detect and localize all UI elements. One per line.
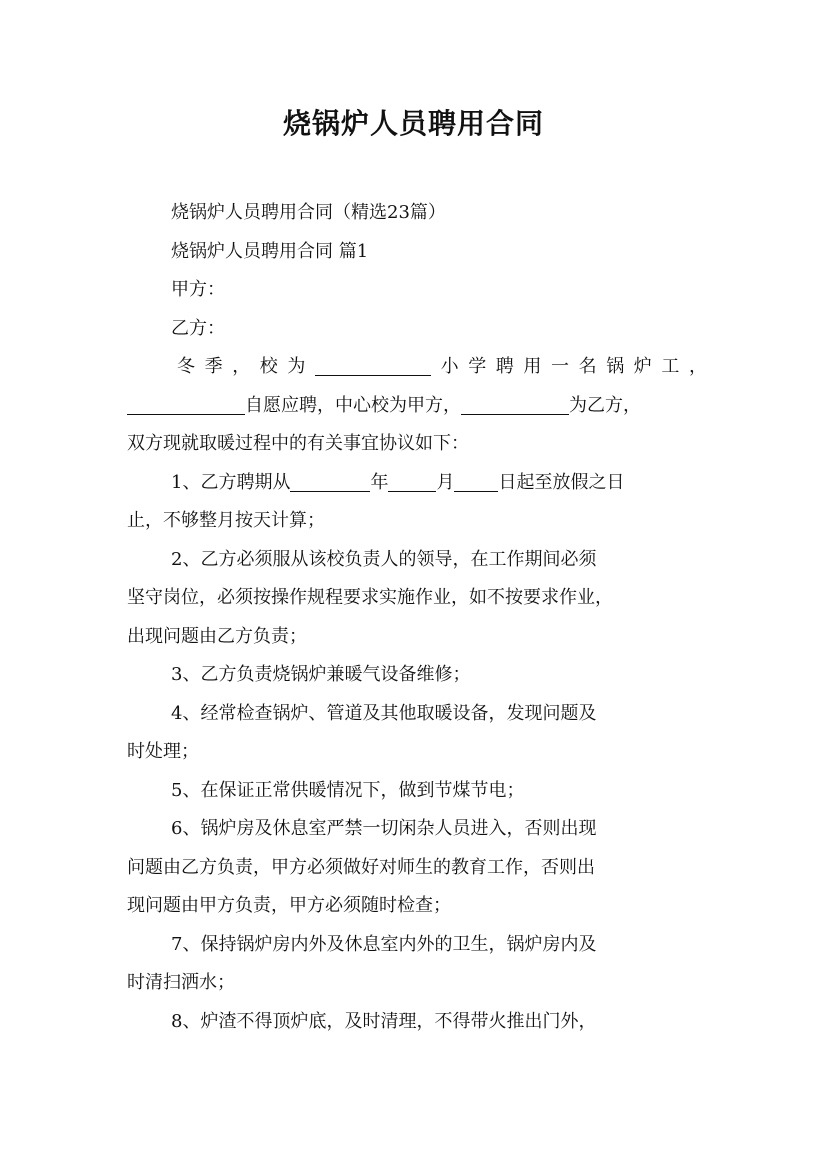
- section-heading: 烧锅炉人员聘用合同 篇1: [171, 240, 369, 262]
- intro-line-1: [127, 348, 707, 387]
- clause-6-line-2: 问题由乙方负责，甲方必须做好对师生的教育工作，否则出: [127, 856, 595, 878]
- clause-4-line-2: 时处理；: [127, 741, 199, 762]
- intro-text: 小学聘用一名锅炉工，: [431, 356, 707, 377]
- clause-text: 月: [436, 471, 455, 493]
- document-body: [127, 194, 707, 1041]
- clause-6-line-3: 现问题由甲方负责，甲方必须随时检查；: [127, 895, 451, 916]
- clause-text: 日起至放假之日: [498, 471, 625, 493]
- clause-6-line-1: 6、锅炉房及休息室严禁一切闲杂人员进入，否则出现: [171, 818, 597, 839]
- clause-2-line-3: 出现问题由乙方负责；: [127, 625, 307, 647]
- clause-1-line-2: 止，不够整月按天计算；: [127, 510, 325, 531]
- applicant-name-blank: [127, 392, 245, 415]
- intro-line-3: 双方现就取暖过程中的有关事宜协议如下：: [127, 433, 469, 454]
- clause-5-line-1: 5、在保证正常供暖情况下，做到节煤节电；: [171, 779, 525, 801]
- party-a-label: 甲方：: [171, 279, 225, 300]
- party-b-name-blank: [461, 392, 569, 415]
- school-name-blank: [315, 353, 431, 376]
- intro-line-2: [127, 387, 707, 426]
- party-b-label: 乙方：: [171, 317, 225, 339]
- intro-text: 自愿应聘，中心校为甲方，: [245, 394, 461, 416]
- clause-7-line-1: 7、保持锅炉房内外及休息室内外的卫生，锅炉房内及: [171, 933, 597, 955]
- document-title: 烧锅炉人员聘用合同: [282, 107, 544, 140]
- clause-3-line-1: 3、乙方负责烧锅炉兼暖气设备维修；: [171, 664, 471, 685]
- clause-2-line-2: 坚守岗位，必须按操作规程要求实施作业，如不按要求作业，: [127, 587, 613, 608]
- day-blank: [454, 469, 498, 492]
- clause-4-line-1: 4、经常检查锅炉、管道及其他取暖设备，发现问题及: [171, 702, 597, 724]
- intro-text: 冬季，校为: [177, 356, 315, 377]
- clause-text: 1、乙方聘期从: [171, 471, 291, 493]
- month-blank: [388, 469, 436, 492]
- document-subtitle: 烧锅炉人员聘用合同（精选23篇）: [171, 202, 446, 223]
- clause-2-line-1: 2、乙方必须服从该校负责人的领导，在工作期间必须: [171, 548, 597, 570]
- intro-text: 为乙方，: [569, 394, 641, 416]
- clause-7-line-2: 时清扫洒水；: [127, 972, 235, 993]
- year-blank: [290, 469, 370, 492]
- clause-1-line-1: [127, 464, 707, 503]
- clause-8-line-1: 8、炉渣不得顶炉底，及时清理，不得带火推出门外，: [171, 1010, 597, 1032]
- clause-text: 年: [370, 471, 389, 493]
